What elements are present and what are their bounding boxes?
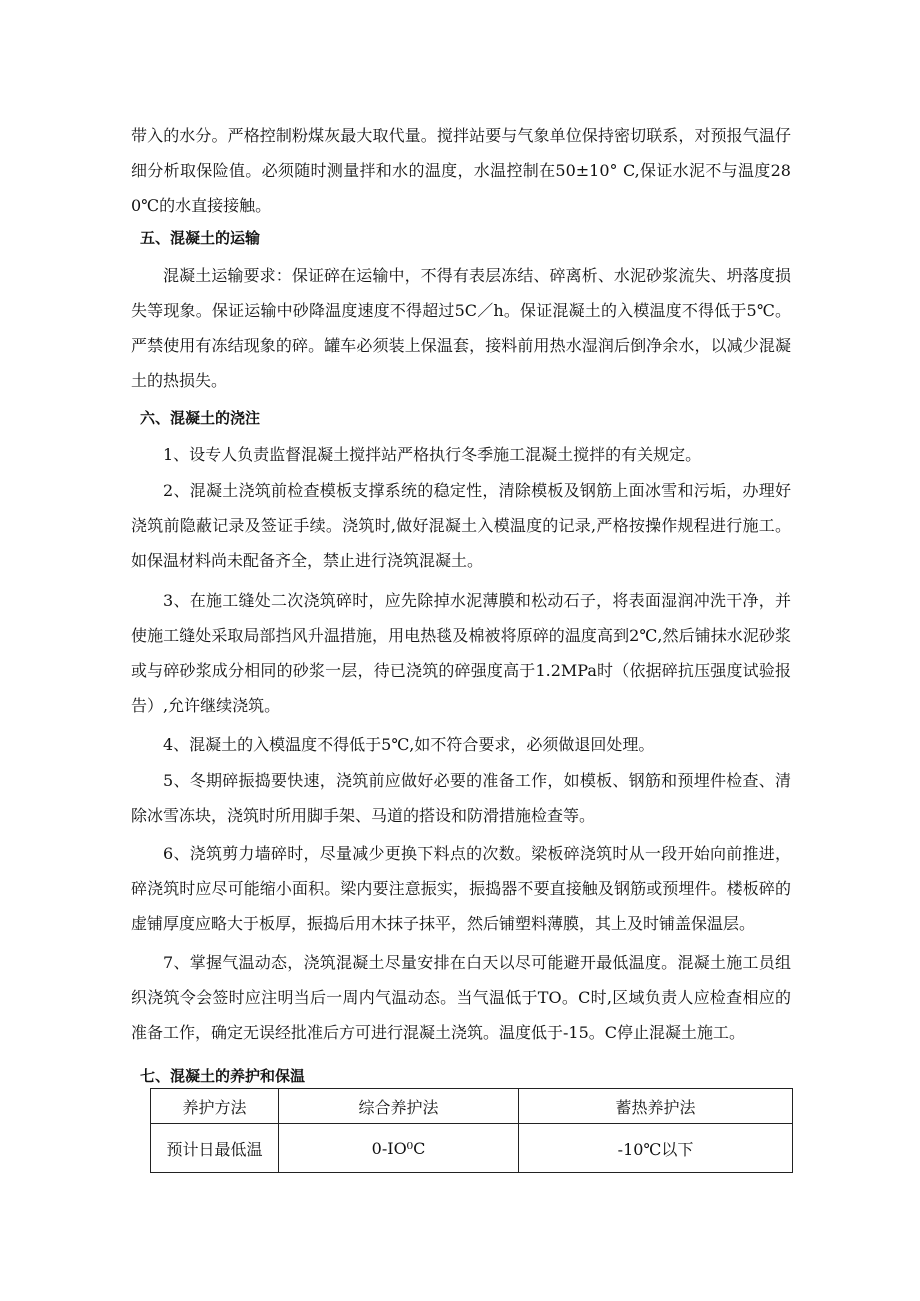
table-cell: 0-IO⁰C — [279, 1124, 519, 1173]
table-header-cell: 综合养护法 — [279, 1089, 519, 1124]
table-header-cell: 养护方法 — [151, 1089, 279, 1124]
section-7-heading: 七、混凝土的养护和保温 — [140, 1067, 306, 1085]
section-6-heading: 六、混凝土的浇注 — [140, 409, 261, 427]
paragraph-transport: 混凝土运输要求：保证碎在运输中，不得有表层冻结、碎离析、水泥砂浆流失、坍落度损失等现象。保证运输中砂降温度速度不得超过5C／h。保证混凝土的入模温度不得低于5℃。严禁使用有冻结现象的碎。罐车必须装上保温套，接料前用热水湿润后倒净余水，以减少混凝土的热损失。 — [131, 266, 791, 390]
table-cell: 预计日最低温 — [151, 1124, 279, 1173]
pour-item-1: 1、设专人负责监督混凝土搅拌站严格执行冬季施工混凝土搅拌的有关规定。 — [163, 445, 702, 464]
pour-item-6: 6、浇筑剪力墙碎时，尽量减少更换下料点的次数。梁板碎浇筑时从一段开始向前推进，碎浇筑时应尽可能缩小面积。梁内要注意振实，振捣器不要直接触及钢筋或预埋件。楼板碎的虚铺厚度应略大于板厚，振捣后用木抹子抹平，然后铺塑料薄膜，其上及时铺盖保温层。 — [131, 844, 791, 933]
table-header-cell: 蓄热养护法 — [519, 1089, 793, 1124]
table-row — [151, 1124, 793, 1173]
pour-item-3: 3、在施工缝处二次浇筑碎时，应先除掉水泥薄膜和松动石子，将表面湿润冲洗干净，并使施工缝处采取局部挡风升温措施，用电热毯及棉被将原碎的温度高到2℃,然后铺抹水泥砂浆或与碎砂浆成分相同的砂浆一层，待已浇筑的碎强度高于1.2MPa时（依据碎抗压强度试验报告）,允许继续浇筑。 — [131, 591, 791, 715]
pour-item-7: 7、掌握气温动态，浇筑混凝土尽量安排在白天以尽可能避开最低温度。混凝土施工员组织浇筑令会签时应注明当后一周内气温动态。当气温低于TO。C时,区域负责人应检查相应的准备工作，确定无误经批准后方可进行混凝土浇筑。温度低于-15。C停止混凝土施工。 — [131, 953, 791, 1042]
pour-item-5: 5、冬期碎振捣要快速，浇筑前应做好必要的准备工作，如模板、钢筋和预埋件检查、清除冰雪冻块，浇筑时所用脚手架、马道的搭设和防滑措施检查等。 — [131, 771, 791, 825]
pour-item-2: 2、混凝土浇筑前检查模板支撑系统的稳定性，清除模板及钢筋上面冰雪和污垢，办理好浇筑前隐蔽记录及签证手续。浇筑时,做好混凝土入模温度的记录,严格按操作规程进行施工。如保温材料尚未配备齐全，禁止进行浇筑混凝土。 — [131, 481, 791, 570]
paragraph-water-control: 带入的水分。严格控制粉煤灰最大取代量。搅拌站要与气象单位保持密切联系，对预报气温仔细分析取保险值。必须随时测量拌和水的温度，水温控制在50±10° C,保证水泥不与温度280℃的水直接接触。 — [131, 126, 791, 215]
table-header-row — [151, 1089, 793, 1124]
curing-method-table — [150, 1088, 793, 1173]
pour-item-4: 4、混凝土的入模温度不得低于5℃,如不符合要求，必须做退回处理。 — [163, 735, 655, 754]
table-cell: -10℃以下 — [519, 1124, 793, 1173]
section-5-heading: 五、混凝土的运输 — [140, 229, 261, 247]
